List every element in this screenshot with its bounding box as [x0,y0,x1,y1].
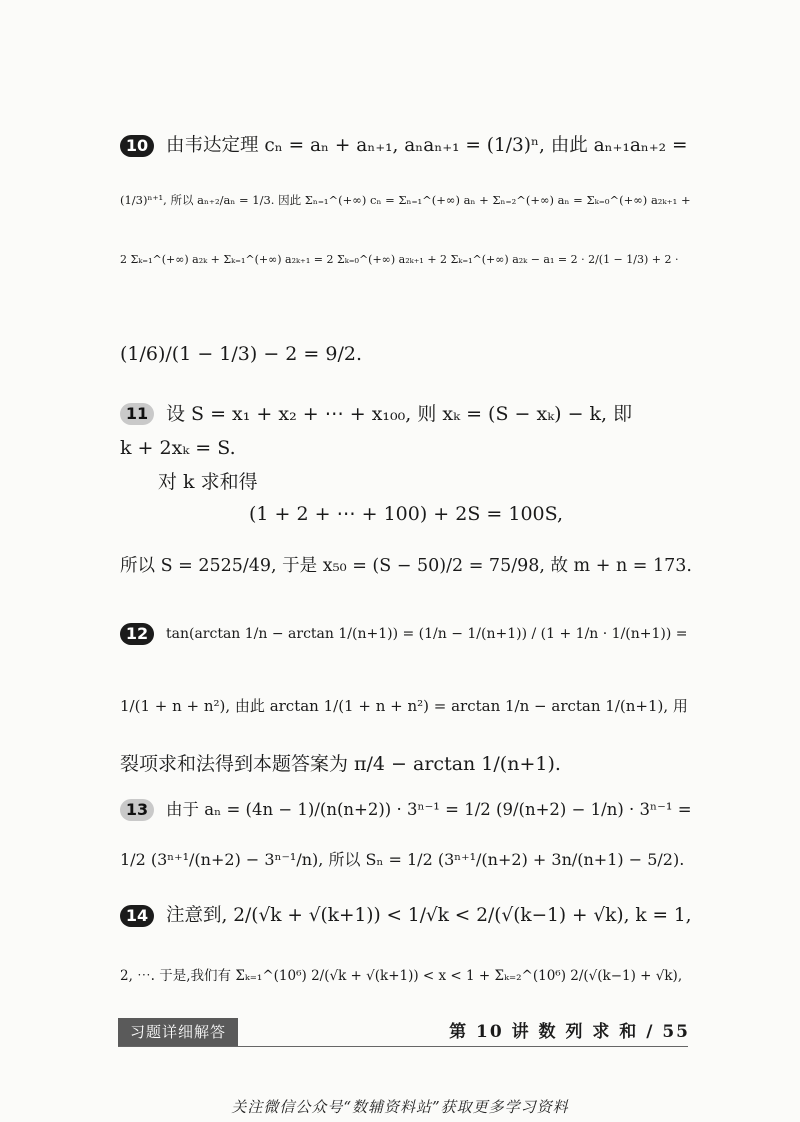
problem-13-line-1 [120,796,692,824]
problem-number-badge: 10 [120,135,154,157]
problem-12-line-1 [120,620,692,648]
solution-text: 2 Σₖ₌₁^(+∞) a₂ₖ + Σₖ₌₁^(+∞) a₂ₖ₊₁ = 2 Σₖ₌₀^(+∞) a₂ₖ₊₁ + 2 Σₖ₌₁^(+∞) a₂ₖ − a₁ = 2 · 2/(1 − 1/3) + 2 · [120,253,679,266]
problem-12-line-2 [120,692,692,720]
watermark-text: 关注微信公众号“数辅资料站”获取更多学习资料 [231,1098,569,1116]
solution-text: 由于 aₙ = (4n − 1)/(n(n+2)) · 3ⁿ⁻¹ = 1/2 (9/(n+2) − 1/n) · 3ⁿ⁻¹ = [166,800,692,819]
problem-11-line-2 [120,434,692,462]
problem-13-line-2 [120,846,692,874]
solution-text: 2, ⋯. 于是,我们有 Σₖ₌₁^(10⁶) 2/(√k + √(k+1)) < x < 1 + Σₖ₌₂^(10⁶) 2/(√(k−1) + √k), [120,968,683,984]
footer-section-label: 习题详细解答 [118,1018,238,1046]
problem-number-badge: 12 [120,623,154,645]
problem-number-badge: 11 [120,403,154,425]
problem-number-badge: 14 [120,905,154,927]
problem-11-line-4 [120,500,692,528]
solution-text: 1/2 (3ⁿ⁺¹/(n+2) − 3ⁿ⁻¹/n), 所以 Sₙ = 1/2 (3ⁿ⁺¹/(n+2) + 3n/(n+1) − 5/2). [120,850,685,869]
display-equation: (1 + 2 + ⋯ + 100) + 2S = 100S, [248,503,563,525]
solution-text: 由韦达定理 cₙ = aₙ + aₙ₊₁, aₙaₙ₊₁ = (1/3)ⁿ, 由此 aₙ₊₁aₙ₊₂ = [166,135,688,156]
solution-text: 对 k 求和得 [158,471,258,493]
problem-14-line-2 [120,962,692,990]
problem-number-badge: 13 [120,799,154,821]
footer-chapter-page: 第 10 讲 数 列 求 和 / 55 [449,1022,690,1042]
solution-text: (1/3)ⁿ⁺¹, 所以 aₙ₊₂/aₙ = 1/3. 因此 Σₙ₌₁^(+∞) cₙ = Σₙ₌₁^(+∞) aₙ + Σₙ₌₂^(+∞) aₙ = Σₖ₌₀^(+∞) a₂ₖ₊₁ + [120,193,691,207]
solution-text: (1/6)/(1 − 1/3) − 2 = 9/2. [120,343,362,365]
solution-text: tan(arctan 1/n − arctan 1/(n+1)) = (1/n − 1/(n+1)) / (1 + 1/n · 1/(n+1)) = [166,626,688,642]
problem-10-line-3 [120,246,692,274]
problem-10-line-4 [120,340,692,368]
solution-text: 设 S = x₁ + x₂ + ⋯ + x₁₀₀, 则 xₖ = (S − xₖ) − k, 即 [166,403,633,425]
problem-14-line-1 [120,902,692,930]
solution-text: 注意到, 2/(√k + √(k+1)) < 1/√k < 2/(√(k−1) + √k), k = 1, [166,905,692,926]
solution-text: k + 2xₖ = S. [120,437,236,459]
solution-text: 1/(1 + n + n²), 由此 arctan 1/(1 + n + n²) = arctan 1/n − arctan 1/(n+1), 用 [120,697,688,715]
problem-12-line-3 [120,750,692,778]
problem-11-line-5 [120,552,692,580]
problem-11-line-3 [120,468,692,496]
solution-text: 裂项求和法得到本题答案为 π/4 − arctan 1/(n+1). [120,753,561,775]
problem-10-line-1 [120,132,692,160]
footer-divider [118,1046,688,1047]
problem-11-line-1 [120,400,692,428]
solution-text: 所以 S = 2525/49, 于是 x₅₀ = (S − 50)/2 = 75/98, 故 m + n = 173. [120,556,692,576]
problem-10-line-2 [120,186,692,214]
